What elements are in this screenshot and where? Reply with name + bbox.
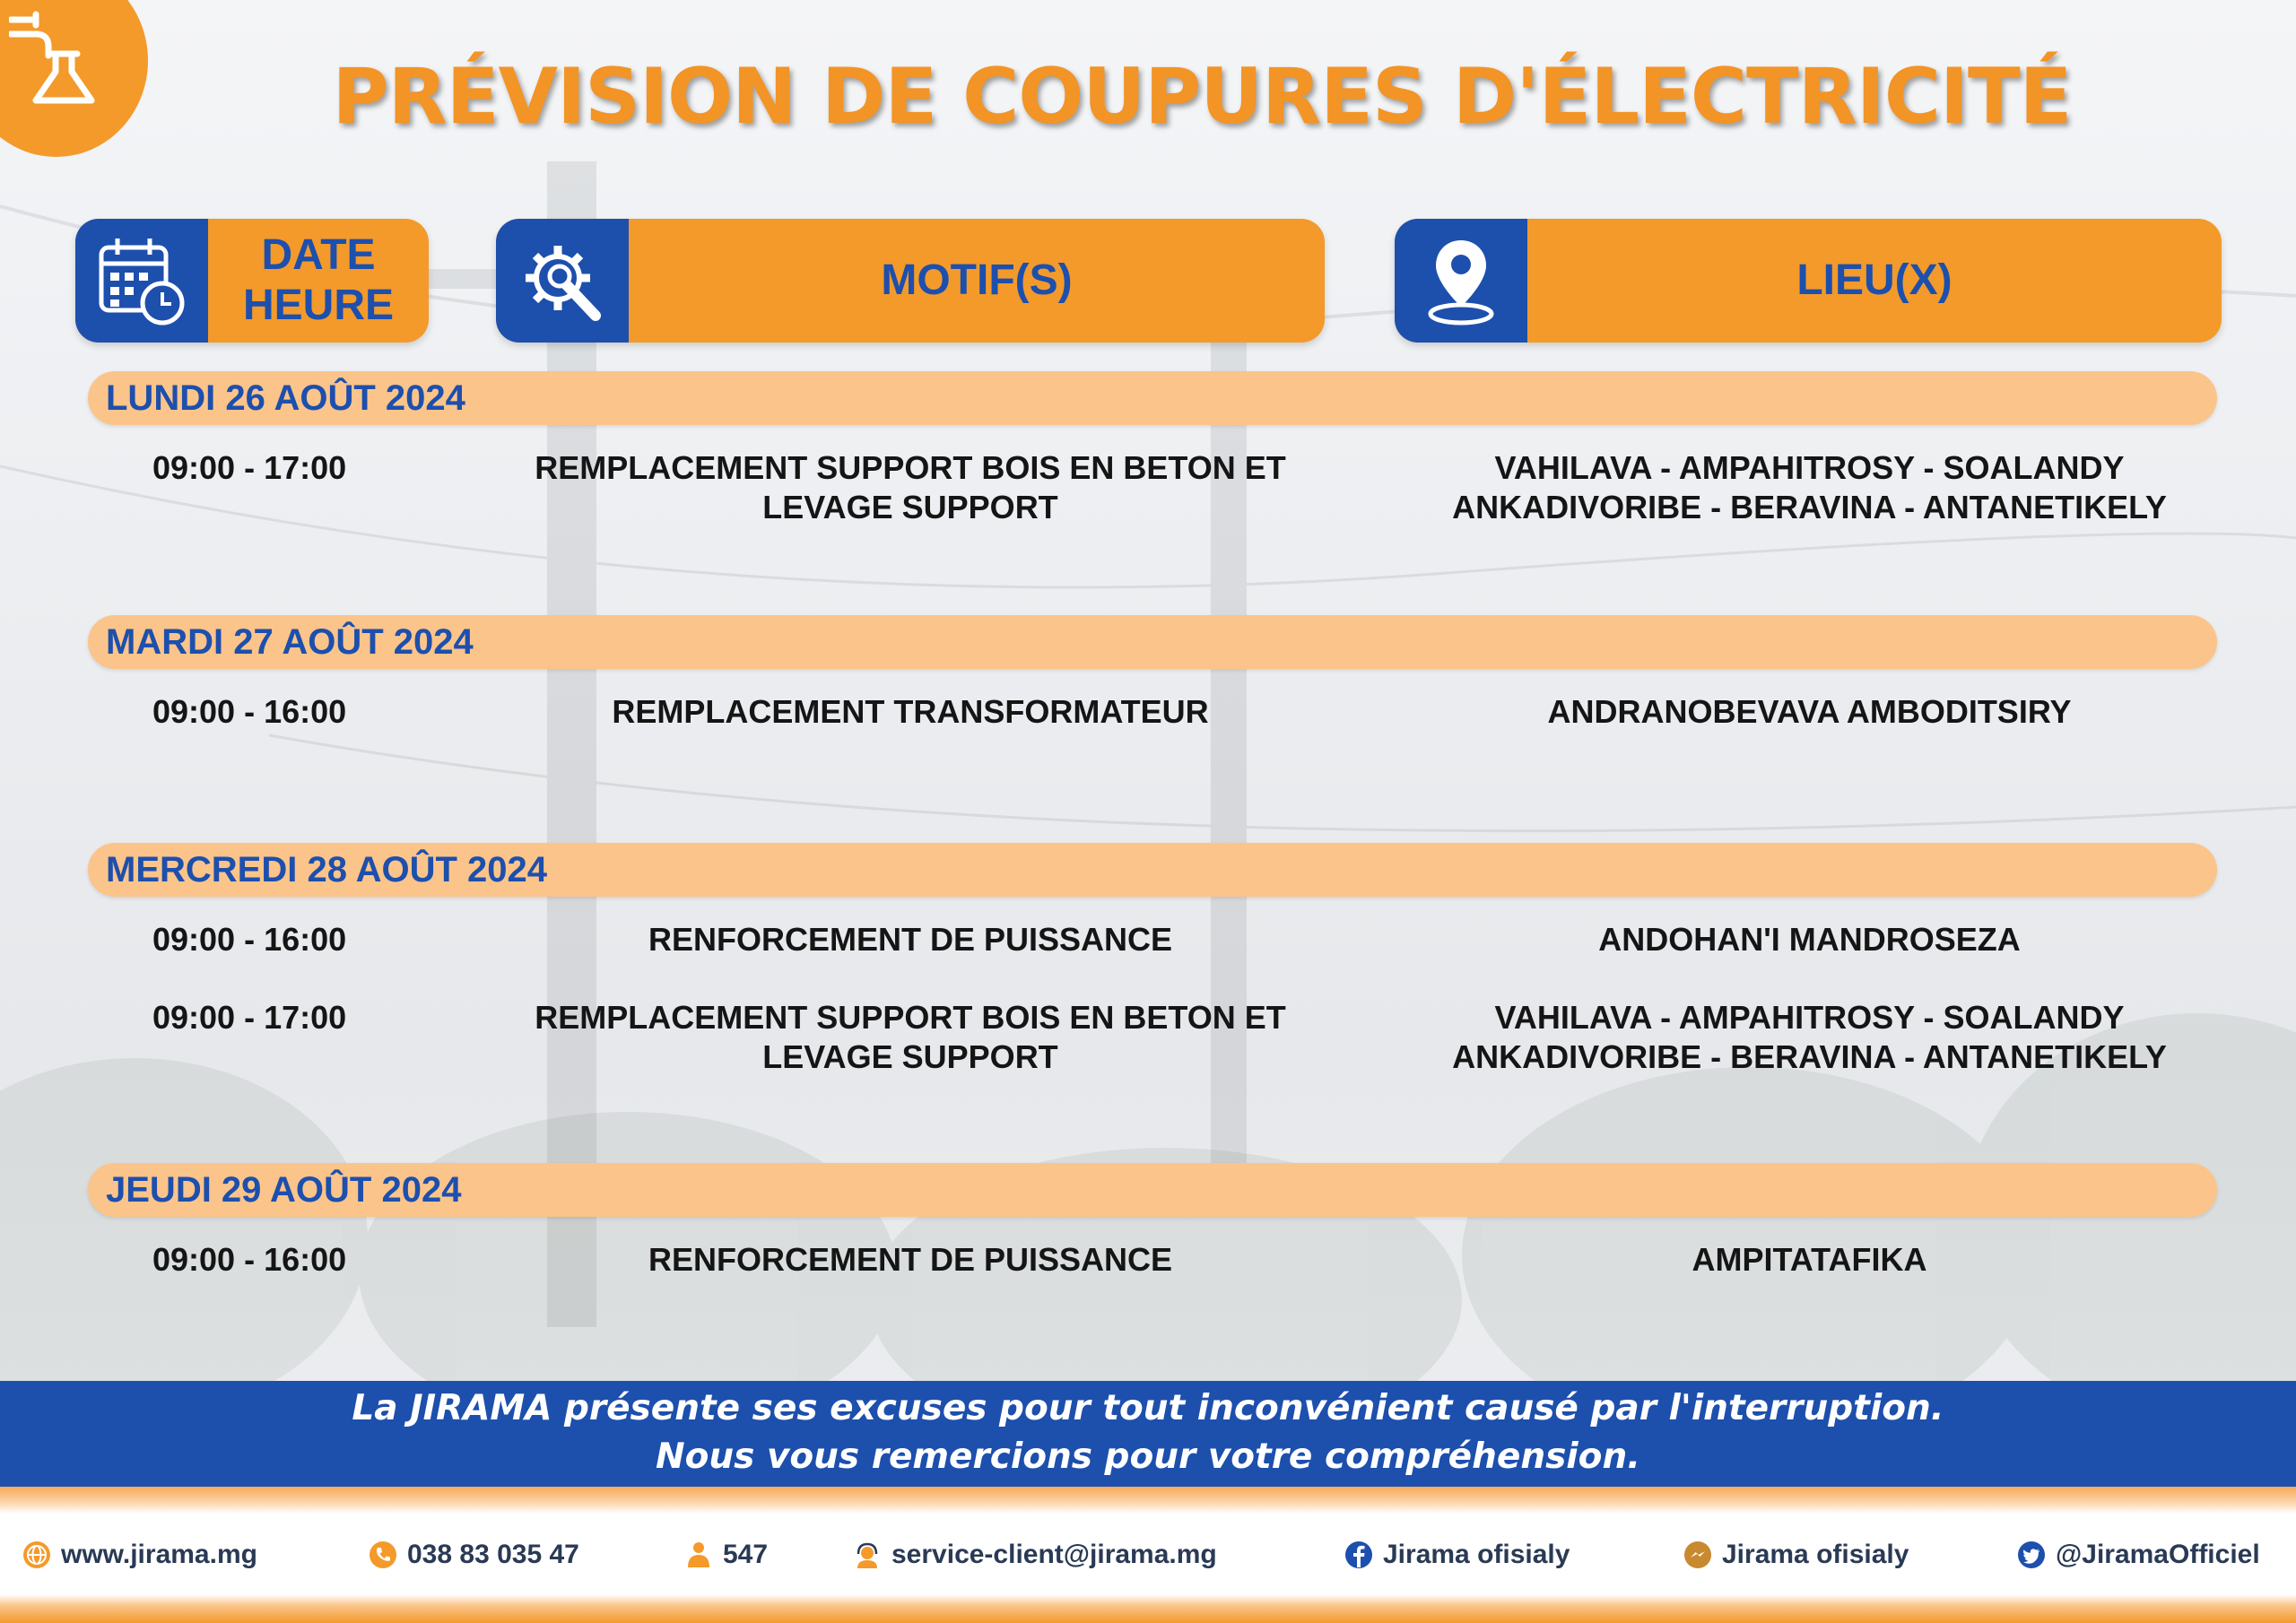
motif-text: REMPLACEMENT SUPPORT BOIS EN BETON ET LEVAGE SUPPORT [535,449,1286,525]
time-range: 09:00 - 17:00 [152,449,347,486]
location-text: VAHILAVA - AMPAHITROSY - SOALANDY ANKADIVORIBE - BERAVINA - ANTANETIKELY [1452,449,2167,525]
header-date-label: DATE [261,231,376,279]
day-header [88,843,2217,897]
contact-messenger[interactable] [1683,1535,1909,1575]
time-range: 09:00 - 17:00 [152,999,347,1036]
location-text: ANDRANOBEVAVA AMBODITSIRY [1547,693,2072,730]
contact-hotline-text: 547 [723,1540,769,1569]
location-pin-icon [1395,219,1527,343]
apology-line-1: La JIRAMA présente ses excuses pour tout inconvénient causé par l'interruption. [352,1388,1944,1428]
decorative-stripe [0,1487,2296,1514]
contact-messenger-text: Jirama ofisialy [1722,1540,1909,1569]
messenger-icon [1683,1540,1713,1570]
contact-email-text: service-client@jirama.mg [891,1540,1217,1569]
contact-facebook-text: Jirama ofisialy [1383,1540,1570,1569]
motif-text: RENFORCEMENT DE PUISSANCE [648,1241,1173,1278]
page-title: PRÉVISION DE COUPURES D'ÉLECTRICITÉ [332,52,2072,142]
globe-icon [22,1540,52,1570]
day-label: MERCREDI 28 AOÛT 2024 [106,850,547,890]
facebook-icon [1344,1540,1374,1570]
header-motif-label: MOTIF(S) [881,256,1073,304]
motif-text: RENFORCEMENT DE PUISSANCE [648,921,1173,958]
day-label: MARDI 27 AOÛT 2024 [106,622,474,662]
twitter-icon [2016,1540,2047,1570]
contact-phone-text: 038 83 035 47 [407,1540,579,1569]
support-agent-icon [852,1540,883,1570]
calendar-clock-icon [75,219,208,343]
header-motif [496,219,1325,343]
day-label: JEUDI 29 AOÛT 2024 [106,1170,462,1210]
header-lieu-label: LIEU(X) [1796,256,1952,304]
contact-facebook[interactable] [1344,1535,1570,1575]
time-range: 09:00 - 16:00 [152,693,347,730]
contact-email[interactable] [852,1535,1217,1575]
location-text: AMPITATAFIKA [1692,1241,1927,1278]
day-label: LUNDI 26 AOÛT 2024 [106,378,465,418]
contact-twitter[interactable] [2016,1535,2260,1575]
header-date-time [75,219,429,343]
contact-phone[interactable] [368,1535,579,1575]
contact-hotline[interactable] [683,1535,768,1575]
motif-text: REMPLACEMENT TRANSFORMATEUR [612,693,1209,730]
location-text: VAHILAVA - AMPAHITROSY - SOALANDY ANKADIVORIBE - BERAVINA - ANTANETIKELY [1452,999,2167,1075]
header-lieu [1395,219,2222,343]
contact-website-text: www.jirama.mg [61,1540,257,1569]
contact-twitter-text: @JiramaOfficiel [2056,1540,2260,1569]
location-text: ANDOHAN'I MANDROSEZA [1598,921,2021,958]
day-header [88,1163,2217,1217]
time-range: 09:00 - 16:00 [152,921,347,958]
header-time-label: HEURE [242,282,395,329]
apology-line-2: Nous vous remercions pour votre compréhension. [655,1436,1641,1477]
apology-banner [0,1381,2296,1487]
hotline-icon [683,1540,714,1570]
motif-text: REMPLACEMENT SUPPORT BOIS EN BETON ET LEVAGE SUPPORT [535,999,1286,1075]
gear-wrench-icon [496,219,629,343]
contact-website[interactable] [22,1535,257,1575]
phone-icon [368,1540,398,1570]
day-header [88,615,2217,669]
day-header [88,371,2217,425]
time-range: 09:00 - 16:00 [152,1241,347,1278]
decorative-stripe [0,1594,2296,1623]
